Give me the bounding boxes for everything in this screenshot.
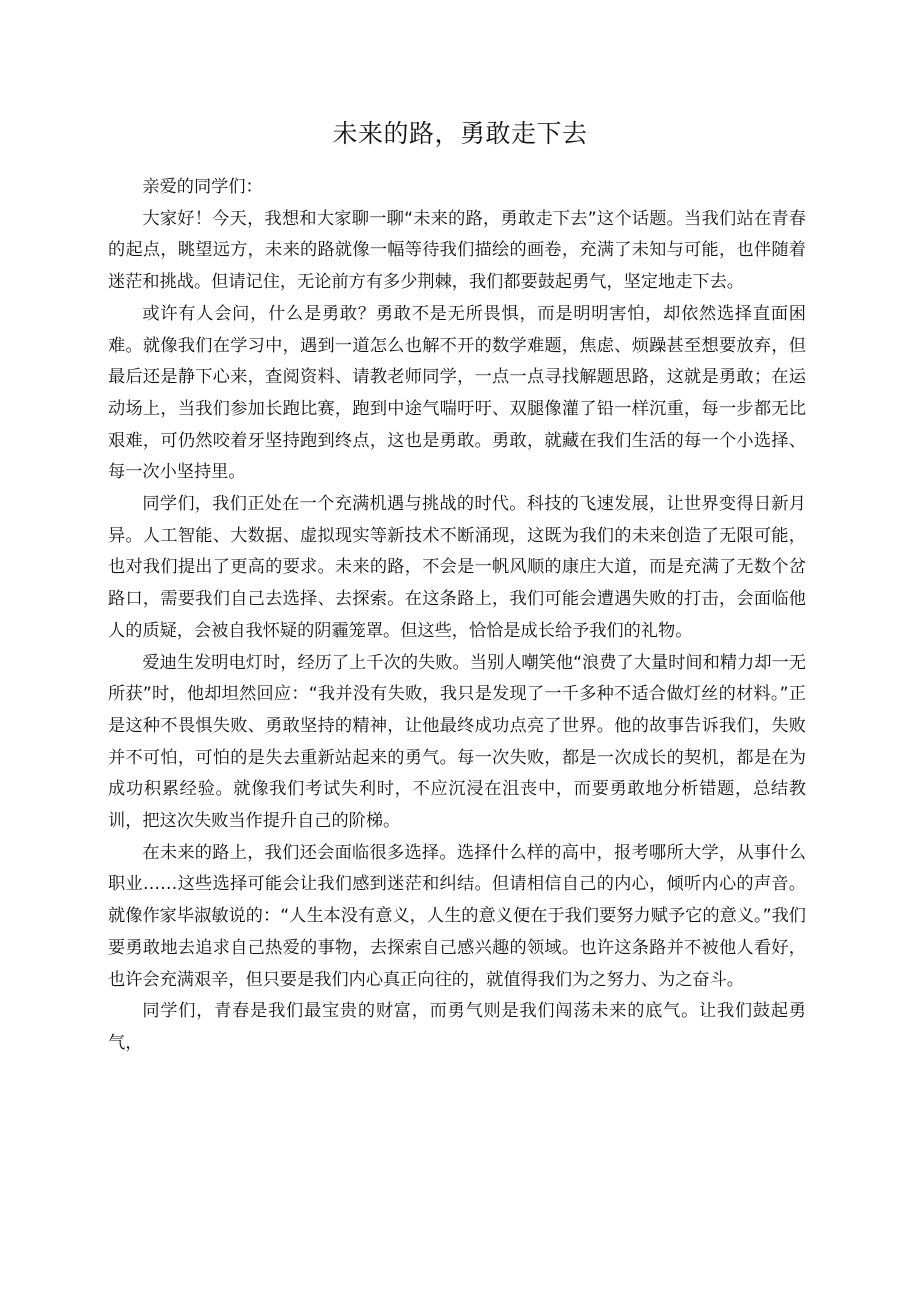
document-title: 未来的路，勇敢走下去: [332, 119, 588, 148]
document-body: [108, 172, 806, 1060]
salutation: 亲爱的同学们：: [142, 177, 263, 197]
paragraph: 同学们，我们正处在一个充满机遇与挑战的时代。科技的飞速发展，让世界变得日新月异。人工智能、大数据、虚拟现实等新技术不断涌现，这既为我们的未来创造了无限可能，也对我们提出了更高的要求。未来的路，不会是一帆风顺的康庄大道，而是充满了无数个岔路口，需要我们自己去选择、去探索。在这条路上，我们可能会遭遇失败的打击，会面临他人的质疑，会被自我怀疑的阴霾笼罩。但这些，恰恰是成长给予我们的礼物。: [108, 494, 806, 641]
paragraph: 爱迪生发明电灯时，经历了上千次的失败。当别人嘲笑他“浪费了大量时间和精力却一无所获”时，他却坦然回应：“我并没有失败，我只是发现了一千多种不适合做灯丝的材料。”正是这种不畏惧失败、勇敢坚持的精神，让他最终成功点亮了世界。他的故事告诉我们，失败并不可怕，可怕的是失去重新站起来的勇气。每一次失败，都是一次成长的契机，都是在为成功积累经验。就像我们考试失利时，不应沉浸在沮丧中，而要勇敢地分析错题，总结教训，把这次失败当作提升自己的阶梯。: [108, 652, 806, 832]
paragraph: 大家好！今天，我想和大家聊一聊“未来的路，勇敢走下去”这个话题。当我们站在青春的起点，眺望远方，未来的路就像一幅等待我们描绘的画卷，充满了未知与可能，也伴随着迷茫和挑战。但请记住，无论前方有多少荆棘，我们都要鼓起勇气，坚定地走下去。: [108, 208, 806, 293]
paragraph: 在未来的路上，我们还会面临很多选择。选择什么样的高中，报考哪所大学，从事什么职业……这些选择可能会让我们感到迷茫和纠结。但请相信自己的内心，倾听内心的声音。就像作家毕淑敏说的：“人生本没有意义，人生的意义便在于我们要努力赋予它的意义。”我们要勇敢地去追求自己热爱的事物，去探索自己感兴趣的领域。也许这条路并不被他人看好，也许会充满艰辛，但只要是我们内心真正向往的，就值得我们为之努力、为之奋斗。: [108, 842, 806, 990]
paragraph: 同学们，青春是我们最宝贵的财富，而勇气则是我们闯荡未来的底气。让我们鼓起勇气，: [108, 1001, 806, 1053]
paragraph: 或许有人会问，什么是勇敢？勇敢不是无所畏惧，而是明明害怕，却依然选择直面困难。就像我们在学习中，遇到一道怎么也解不开的数学难题，焦虑、烦躁甚至想要放弃，但最后还是静下心来，查阅资料、请教老师同学，一点一点寻找解题思路，这就是勇敢；在运动场上，当我们参加长跑比赛，跑到中途气喘吁吁、双腿像灌了铅一样沉重，每一步都无比艰难，可仍然咬着牙坚持跑到终点，这也是勇敢。勇敢，就藏在我们生活的每一个小选择、每一次小坚持里。: [108, 303, 806, 483]
